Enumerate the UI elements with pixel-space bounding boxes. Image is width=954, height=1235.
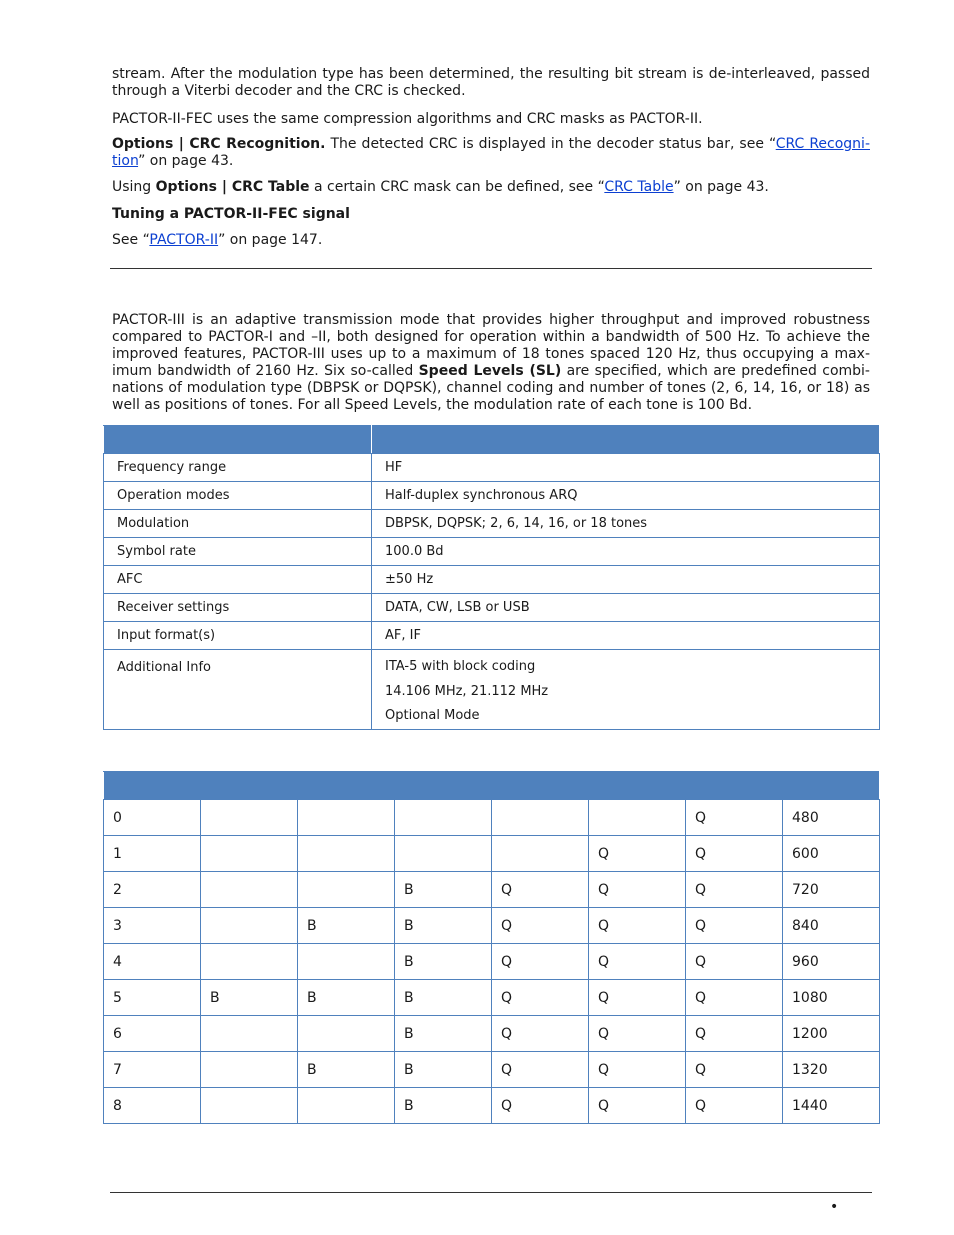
table-row [104,482,880,510]
table-cell [201,1088,298,1124]
table-cell: 7 [104,1052,201,1088]
table-cell [201,908,298,944]
table-cell [298,944,395,980]
table-cell: 1440 [783,1088,880,1124]
footer-divider [110,1192,872,1193]
table-cell: B [395,872,492,908]
table-cell [298,872,395,908]
crc-table-pre: Using [112,179,156,195]
speed-levels-table-header [104,772,880,800]
table-cell: 8 [104,1088,201,1124]
table-cell: Q [589,1052,686,1088]
table-row [104,566,880,594]
table-cell [201,944,298,980]
footer-bullet: • [830,1199,839,1215]
table-row [104,650,880,730]
pactor-iii-text-1: PACTOR-III is an adaptive transmission mode that provides higher throughput and improved robustness compared to PACTOR-I and –II, both designed for operation within a bandwidth of 500 Hz. To achieve the improved features, PACTOR-III uses up to a maximum of 18 tones spaced 120 Hz, thus occupying a max-imum bandwidth of 2160 Hz. Six so-called [112,312,870,379]
crc-table-label: Options | CRC Table [155,179,310,195]
crc-recognition-label: Options | CRC Recognition. [112,136,326,152]
additional-info-label: Additional Info [117,660,211,675]
table-cell: Q [589,1088,686,1124]
table-row [104,594,880,622]
paragraph-compression: PACTOR-II-FEC uses the same compression algorithms and CRC masks as PACTOR-II. [112,111,703,127]
additional-info-line: ITA-5 with block coding [385,659,536,674]
section-divider [110,268,872,269]
table-cell: 1200 [783,1016,880,1052]
table-row [104,454,880,482]
table-cell: B [395,1016,492,1052]
table-cell [395,800,492,836]
param-value: HF [372,454,880,482]
table-cell [201,872,298,908]
table-cell [298,1016,395,1052]
table-row [104,908,880,944]
param-value: ±50 Hz [372,566,880,594]
table-cell: B [298,980,395,1016]
table-cell: Q [492,1088,589,1124]
additional-info-line: 14.106 MHz, 21.112 MHz [385,683,549,699]
table-cell: 1080 [783,980,880,1016]
table-cell: B [201,980,298,1016]
table-cell: 5 [104,980,201,1016]
param-value: AF, IF [372,622,880,650]
param-label: AFC [104,566,372,594]
table-row [104,872,880,908]
table-cell: Q [686,1052,783,1088]
table-row [104,800,880,836]
crc-table-page: ” on page 43. [673,179,769,195]
table-cell: 0 [104,800,201,836]
crc-recognition-page: ” on page 43. [138,153,234,169]
table-row [104,1052,880,1088]
crc-recognition-text: The detected CRC is displayed in the decoder status bar, see “ [325,136,776,152]
table-cell: Q [686,908,783,944]
table-cell: Q [589,1016,686,1052]
table-cell: B [395,980,492,1016]
table-cell: Q [686,872,783,908]
table-cell: Q [492,1052,589,1088]
pactor-iii-text-2: are specified, which are predefined combi-nations of modulation type (DBPSK or DQPSK), channel coding and number of tones (2, 6, 14, 16, or 18) as well as positions of tones. For all Speed Levels, the modulation rate of each tone is 100 Bd. [112,363,870,413]
table-cell: Q [589,836,686,872]
table-cell: 3 [104,908,201,944]
speed-levels-term: Speed Levels (SL) [418,363,562,379]
table-cell: 960 [783,944,880,980]
param-label: Symbol rate [104,538,372,566]
paragraph-crc-recognition [112,136,870,170]
tuning-page: ” on page 147. [218,232,323,248]
table-row [104,1016,880,1052]
table-cell: Q [492,980,589,1016]
table-cell: Q [589,944,686,980]
table-cell: 6 [104,1016,201,1052]
table-cell: 4 [104,944,201,980]
table-cell [201,836,298,872]
table-cell: 480 [783,800,880,836]
table-row [104,944,880,980]
table-cell: B [395,1052,492,1088]
crc-table-text: a certain CRC mask can be defined, see “ [309,179,605,195]
table-cell: 1320 [783,1052,880,1088]
table-cell [201,800,298,836]
table-row [104,836,880,872]
parameters-table [103,425,880,730]
table-cell: Q [589,908,686,944]
table-cell: 840 [783,908,880,944]
param-label: Operation modes [104,482,372,510]
tuning-pre: See “ [112,232,150,248]
table-row [104,510,880,538]
table-cell: 1 [104,836,201,872]
section-heading: Tuning a PACTOR-II-FEC signal [112,206,350,222]
table-cell: Q [589,872,686,908]
param-label: Receiver settings [104,594,372,622]
table-cell [492,836,589,872]
table-cell: 2 [104,872,201,908]
table-cell: Q [589,980,686,1016]
param-value: DATA, CW, LSB or USB [372,594,880,622]
param-value: 100.0 Bd [372,538,880,566]
table-row [104,1088,880,1124]
table-cell: Q [492,1016,589,1052]
table-cell: Q [686,980,783,1016]
table-cell: Q [686,1016,783,1052]
table-cell: 720 [783,872,880,908]
table-cell [298,836,395,872]
paragraph-intro: stream. After the modulation type has been determined, the resulting bit stream is de-interleaved, passed through a Viterbi decoder and the CRC is checked. [112,66,870,99]
speed-levels-table [103,771,880,1124]
param-label [104,650,372,730]
param-label: Frequency range [104,454,372,482]
paragraph-tuning [112,232,870,249]
param-label: Modulation [104,510,372,538]
table-cell: B [298,908,395,944]
table-cell [589,800,686,836]
paragraph-pactor-iii [112,312,870,414]
pactor-ii-link[interactable]: PACTOR-II [149,232,219,248]
table-cell: Q [492,944,589,980]
table-cell: Q [492,908,589,944]
table-row [104,980,880,1016]
parameters-table-header [104,426,880,454]
table-cell [395,836,492,872]
table-cell: 600 [783,836,880,872]
table-cell [492,800,589,836]
crc-table-link[interactable]: CRC Table [604,179,674,195]
param-value: Half-duplex synchronous ARQ [372,482,880,510]
table-row [104,538,880,566]
table-cell: Q [686,800,783,836]
param-value: DBPSK, DQPSK; 2, 6, 14, 16, or 18 tones [372,510,880,538]
table-cell [298,1088,395,1124]
table-cell: B [395,944,492,980]
additional-info-line: Optional Mode [385,708,480,723]
table-cell: Q [686,1088,783,1124]
table-cell [201,1016,298,1052]
table-cell [201,1052,298,1088]
crc-recognition-link[interactable]: CRC Recogni-tion [112,136,870,169]
table-cell: B [395,1088,492,1124]
param-label: Input format(s) [104,622,372,650]
table-cell: B [395,908,492,944]
table-cell: Q [492,872,589,908]
table-cell: Q [686,836,783,872]
paragraph-crc-table [112,179,870,196]
table-cell [298,800,395,836]
param-value [372,650,880,730]
table-cell: B [298,1052,395,1088]
table-cell: Q [686,944,783,980]
table-row [104,622,880,650]
